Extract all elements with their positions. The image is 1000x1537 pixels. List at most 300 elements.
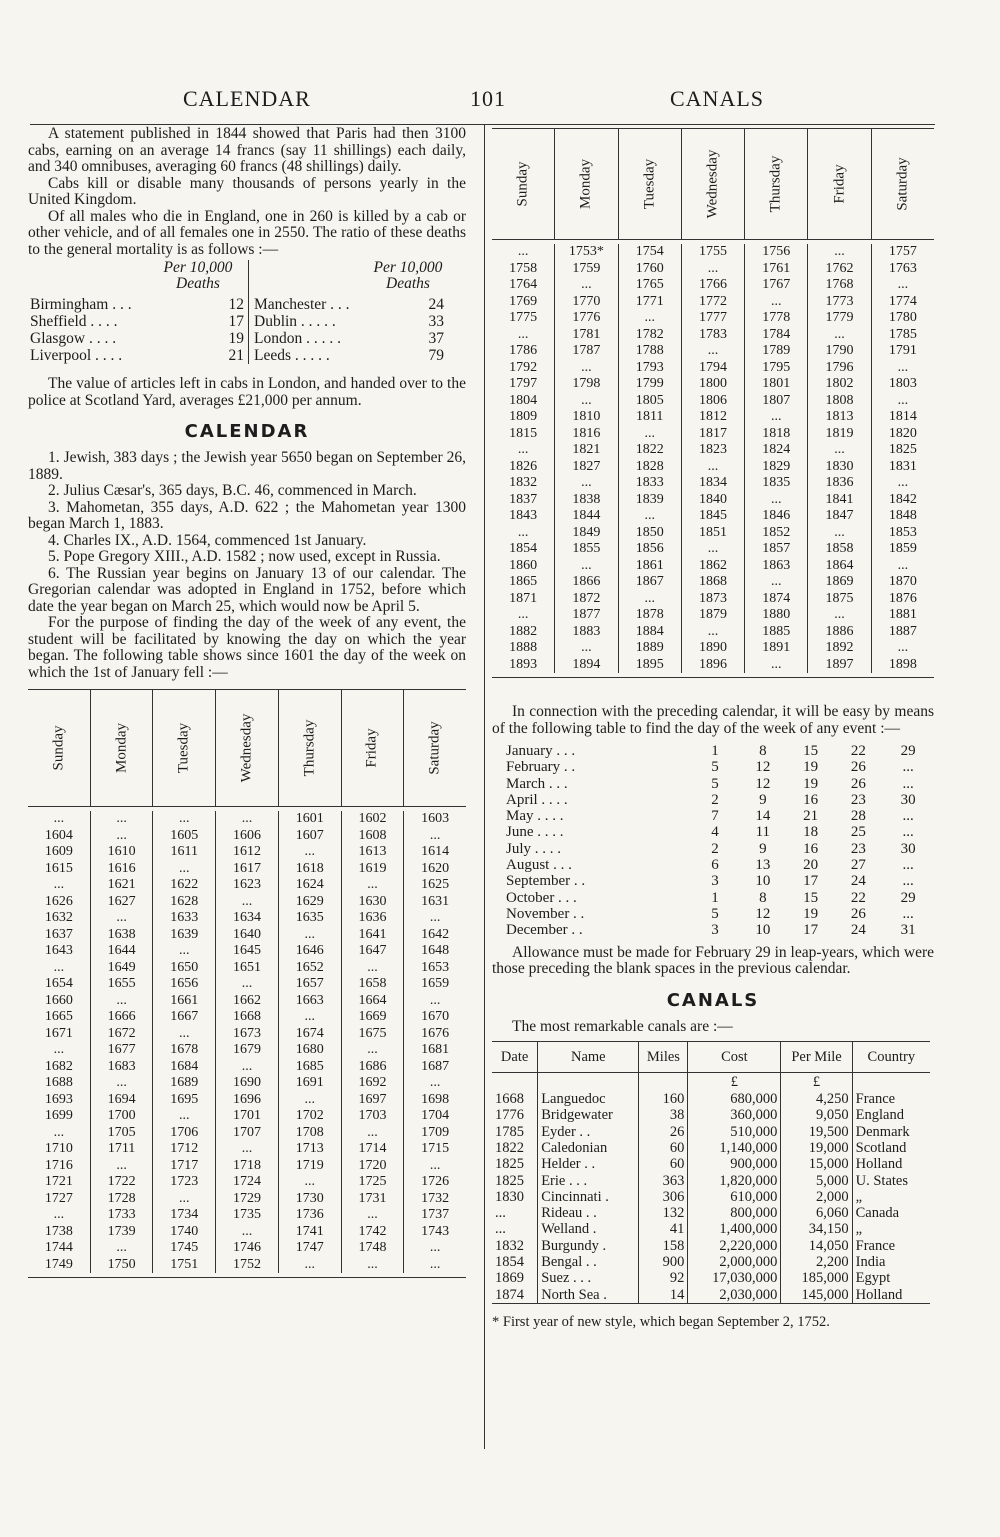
year-cell: 1872	[572, 590, 601, 606]
month-day: 9	[759, 840, 767, 857]
ratio-city: Sheffield . . . .	[30, 313, 118, 330]
weekday-header-row	[492, 129, 934, 240]
year-cell: 1790	[825, 343, 854, 358]
year-cell: 1634	[233, 910, 262, 925]
month-day: 12	[755, 775, 771, 792]
month-day: 9	[759, 791, 767, 808]
month-day: 5	[711, 775, 719, 792]
year-cell: 1878	[635, 607, 664, 622]
year-cell: 1780	[888, 310, 917, 325]
year-cell: 1732	[421, 1190, 450, 1206]
year-cell: 1671	[44, 1025, 73, 1041]
year-cell: 1665	[44, 1009, 73, 1024]
year-cell: ...	[429, 1240, 441, 1255]
year-cell: ...	[429, 1157, 441, 1173]
year-cell: 1680	[295, 1042, 324, 1057]
year-cell: 1635	[295, 910, 324, 925]
paragraph-cabs-kill: Cabs kill or disable many thousands of persons yearly in the United Kingdom.	[28, 174, 466, 208]
year-cell: 1816	[572, 425, 601, 441]
year-cell: 1812	[698, 409, 727, 424]
year-cell: 1740	[170, 1223, 199, 1239]
year-cell: 1701	[233, 1108, 262, 1123]
year-cell: 1842	[888, 491, 917, 507]
year-cell: 1768	[825, 277, 854, 292]
canal-per-mile: 5,000	[781, 1173, 852, 1189]
ratio-city: Glasgow . . . .	[30, 330, 117, 347]
year-cell: 1750	[107, 1256, 136, 1272]
year-column	[215, 811, 278, 1273]
year-cell: 1726	[421, 1174, 450, 1189]
year-column	[618, 244, 681, 673]
year-cell: 1747	[295, 1240, 324, 1255]
month-name: December . .	[506, 922, 583, 939]
month-row	[506, 792, 934, 808]
year-cell: ...	[241, 976, 253, 991]
month-name: June . . . .	[506, 824, 564, 841]
canal-name: Erie . . .	[538, 1173, 639, 1189]
year-cell: 1647	[358, 943, 387, 958]
year-cell: 1749	[44, 1256, 73, 1272]
canal-per-mile: 2,000	[781, 1189, 852, 1205]
year-cell: 1625	[421, 877, 450, 892]
canal-name: Welland .	[538, 1221, 639, 1237]
paragraph-articles-left: The value of articles left in cabs in London, and handed over to the police at Scotland Yard, averages £21,000 per annum.	[28, 375, 466, 409]
month-day: ...	[902, 857, 914, 874]
month-day: 30	[900, 840, 916, 857]
year-cell: 1786	[509, 343, 538, 358]
year-column	[152, 811, 215, 1273]
year-cell: 1667	[170, 1009, 199, 1024]
year-cell: 1813	[825, 409, 854, 424]
year-cell: ...	[367, 959, 378, 975]
year-cell: 1839	[635, 491, 664, 507]
month-name: March . . .	[506, 775, 568, 792]
calendar-item: 1. Jewish, 383 days ; the Jewish year 5650 began on September 26, 1889.	[28, 449, 466, 483]
calendar-item: 5. Pope Gregory XIII., A.D. 1582 ; now used, except in Russia.	[48, 548, 441, 565]
month-name: September . .	[506, 873, 586, 890]
year-cell: 1645	[233, 943, 262, 958]
year-cell: ...	[644, 310, 655, 325]
year-cell: ...	[581, 359, 592, 375]
year-cell: 1616	[107, 860, 136, 876]
year-cell: 1788	[635, 343, 664, 358]
year-cell: 1662	[233, 992, 262, 1008]
month-day: 26	[850, 775, 866, 792]
year-cell: 1824	[762, 442, 791, 457]
year-cell: 1772	[698, 293, 727, 309]
year-column	[28, 811, 90, 1273]
year-cell: ...	[834, 442, 845, 457]
year-cell: 1608	[358, 827, 387, 843]
year-cell: 1633	[170, 910, 199, 925]
year-cell: 1887	[888, 623, 917, 639]
year-cell: 1626	[44, 893, 73, 909]
month-day: 2	[711, 840, 719, 857]
year-cell: 1619	[358, 860, 387, 876]
year-cell: 1696	[233, 1091, 262, 1107]
year-cell: 1829	[762, 458, 791, 474]
year-cell: 1674	[295, 1025, 324, 1041]
year-cell: 1644	[107, 943, 136, 958]
year-cell: 1733	[107, 1207, 136, 1222]
year-cell: 1719	[295, 1157, 324, 1173]
year-cell: 1752	[233, 1256, 262, 1272]
year-cell: 1620	[421, 860, 450, 876]
month-day: 16	[803, 791, 819, 808]
year-cell: ...	[834, 524, 845, 540]
year-cell: 1889	[635, 640, 664, 655]
year-cell: 1718	[233, 1157, 262, 1173]
canal-per-mile: 9,050	[781, 1107, 852, 1123]
year-cell: 1704	[421, 1108, 450, 1123]
year-cell: 1713	[295, 1141, 324, 1156]
year-cell: ...	[179, 1025, 190, 1041]
month-name: May . . . .	[506, 808, 564, 825]
year-cell: 1683	[107, 1058, 136, 1074]
year-cell: 1615	[44, 860, 73, 876]
month-day: 19	[803, 905, 819, 922]
month-day: 17	[803, 873, 819, 890]
year-cell: 1828	[635, 458, 664, 474]
month-name: August . . .	[506, 857, 572, 874]
month-day: 8	[759, 743, 767, 759]
month-row	[506, 890, 934, 906]
ratio-city: Birmingham . . .	[30, 296, 132, 313]
month-day: 21	[803, 808, 819, 825]
year-column	[554, 244, 617, 673]
year-cell: 1810	[572, 409, 601, 424]
weekday-label: Monday	[577, 159, 594, 209]
year-cell: ...	[241, 1058, 253, 1074]
year-column	[492, 244, 554, 673]
year-cell: 1857	[762, 541, 791, 556]
year-cell: 1782	[635, 326, 664, 342]
year-cell: 1761	[762, 260, 791, 276]
year-cell: ...	[834, 607, 845, 622]
canal-miles: 900	[639, 1254, 688, 1270]
canal-name: North Sea .	[538, 1287, 639, 1304]
year-cell: 1743	[421, 1223, 450, 1239]
weekday-label: Friday	[363, 728, 380, 768]
year-cell: 1885	[762, 623, 791, 639]
month-day: 23	[850, 840, 866, 857]
year-cell: 1606	[233, 827, 262, 843]
year-cell: 1854	[509, 541, 538, 556]
year-cell: ...	[581, 392, 592, 408]
year-cell: ...	[304, 1009, 315, 1024]
year-cell: ...	[429, 1256, 441, 1272]
year-cell: 1604	[44, 827, 73, 843]
year-cell: 1698	[421, 1091, 450, 1107]
canal-name: Cincinnati .	[538, 1189, 639, 1205]
weekday-header	[90, 690, 153, 806]
year-cell: 1684	[170, 1058, 199, 1074]
month-day: 15	[803, 889, 819, 906]
year-cell: 1888	[509, 640, 538, 655]
year-cell: ...	[241, 1223, 253, 1239]
year-cell: 1883	[572, 623, 601, 639]
year-cell: 1774	[888, 293, 917, 309]
weekday-label: Saturday	[894, 157, 911, 211]
weekday-header	[807, 129, 870, 239]
year-cell: 1783	[698, 326, 727, 342]
month-day: 13	[755, 857, 771, 874]
year-cell: 1676	[421, 1025, 450, 1041]
year-cell: 1849	[572, 524, 601, 540]
weekday-header	[681, 129, 744, 239]
year-cell: 1734	[170, 1207, 199, 1222]
year-cell: 1815	[509, 425, 538, 441]
canal-miles: 363	[639, 1173, 688, 1189]
month-day: 7	[711, 808, 719, 825]
year-column	[90, 811, 153, 1273]
month-day: 12	[755, 759, 771, 776]
year-cell: ...	[644, 590, 655, 606]
canal-cost: 17,030,000	[688, 1270, 781, 1286]
year-cell: 1717	[170, 1157, 199, 1173]
canal-per-mile: 185,000	[781, 1270, 852, 1286]
canal-cost: 2,220,000	[688, 1238, 781, 1254]
weekday-label: Wednesday	[704, 149, 721, 219]
month-day: 16	[803, 840, 819, 857]
canal-date: 1854	[495, 1254, 524, 1271]
month-day: 31	[900, 922, 916, 939]
year-cell: 1682	[44, 1058, 73, 1074]
year-cell: ...	[581, 277, 592, 292]
month-day: ...	[902, 808, 914, 825]
year-cell: 1879	[698, 607, 727, 622]
weekday-label: Sunday	[514, 161, 531, 207]
canal-date: 1776	[495, 1107, 524, 1124]
year-cell: 1728	[107, 1190, 136, 1206]
canal-date: 1825	[495, 1172, 524, 1189]
canal-cost: 1,820,000	[688, 1173, 781, 1189]
year-cell: 1830	[825, 458, 854, 474]
year-cell: 1705	[107, 1124, 136, 1140]
year-cell: 1794	[698, 359, 727, 375]
year-cell: 1613	[358, 844, 387, 859]
year-cell: 1884	[635, 623, 664, 639]
weekday-header	[403, 690, 466, 806]
weekday-header	[744, 129, 807, 239]
year-cell: 1669	[358, 1009, 387, 1024]
year-cell: ...	[116, 1075, 127, 1090]
canal-row	[492, 1189, 930, 1205]
year-cell: 1695	[170, 1091, 199, 1107]
month-row	[506, 808, 934, 824]
year-cell: ...	[707, 343, 719, 358]
year-cell: 1612	[233, 844, 262, 859]
month-day: ...	[902, 824, 914, 841]
year-cell: ...	[53, 1207, 65, 1222]
year-cell: 1706	[170, 1124, 199, 1140]
year-cell: 1653	[421, 959, 450, 975]
canals-heading: CANALS	[666, 989, 760, 1011]
currency-symbol: £	[781, 1073, 852, 1092]
weekday-header	[492, 129, 554, 239]
year-cell: 1897	[825, 656, 854, 672]
year-cell: 1716	[44, 1157, 73, 1173]
year-cell: 1729	[233, 1190, 262, 1206]
year-cell: 1637	[44, 926, 73, 942]
year-column	[871, 244, 934, 673]
year-cell: 1814	[888, 409, 917, 424]
calendar-item: 2. Julius Cæsar's, 365 days, B.C. 46, commenced in March.	[48, 482, 417, 499]
year-cell: 1851	[698, 524, 727, 540]
year-cell: ...	[897, 392, 909, 408]
month-day: 10	[755, 873, 771, 890]
weekday-header	[554, 129, 617, 239]
year-cell: 1756	[762, 244, 791, 259]
year-cell: 1868	[698, 574, 727, 589]
canal-miles: 14	[639, 1287, 688, 1304]
year-cell: 1697	[358, 1091, 387, 1107]
year-cell: 1844	[572, 508, 601, 523]
ratio-header-left-line1: Per 10,000	[163, 259, 233, 276]
year-cell: 1666	[107, 1009, 136, 1024]
year-cell: 1739	[107, 1223, 136, 1239]
year-cell: 1721	[44, 1174, 73, 1189]
year-cell: 1840	[698, 491, 727, 507]
weekday-header	[152, 690, 215, 806]
canal-miles: 38	[639, 1107, 688, 1123]
year-cell: 1873	[698, 590, 727, 606]
canal-country: France	[852, 1091, 930, 1107]
canal-date: 1874	[492, 1287, 538, 1304]
ratio-value: 33	[428, 313, 444, 330]
year-cell: 1881	[888, 607, 917, 622]
year-cell: ...	[304, 1256, 315, 1272]
year-cell: 1678	[170, 1042, 199, 1057]
year-cell: 1809	[509, 409, 538, 424]
year-cell: 1866	[572, 574, 601, 589]
year-cell: 1657	[295, 976, 324, 991]
year-cell: 1843	[509, 508, 538, 523]
canal-row	[492, 1091, 930, 1107]
canal-country: Egypt	[852, 1270, 930, 1286]
year-cell: ...	[241, 893, 253, 909]
year-cell: 1748	[358, 1240, 387, 1255]
month-day: ...	[902, 873, 914, 890]
year-columns	[28, 807, 466, 1277]
year-weekday-table-1753	[492, 128, 934, 678]
canal-cost: 800,000	[688, 1205, 781, 1221]
year-cell: 1711	[107, 1141, 136, 1156]
canal-date: 1832	[495, 1237, 524, 1254]
year-cell: 1700	[107, 1108, 136, 1123]
year-cell: 1622	[170, 877, 199, 892]
year-cell: 1709	[421, 1124, 450, 1140]
year-cell: 1834	[698, 475, 727, 490]
year-cell: 1764	[509, 277, 538, 292]
canal-per-mile: 145,000	[781, 1287, 852, 1304]
month-row	[506, 759, 934, 775]
year-cell: 1811	[635, 409, 664, 424]
year-cell: 1827	[572, 458, 601, 474]
year-cell: 1801	[762, 376, 791, 391]
year-cell: ...	[429, 1075, 441, 1090]
year-cell: 1777	[698, 310, 727, 325]
month-row	[506, 824, 934, 840]
month-day: 3	[711, 922, 719, 939]
canal-cost: 2,030,000	[688, 1287, 781, 1304]
year-cell: 1880	[762, 607, 791, 622]
year-cell: 1664	[358, 992, 387, 1008]
year-cell: ...	[581, 640, 592, 655]
ratio-header-left	[148, 260, 248, 292]
year-cell: 1685	[295, 1058, 324, 1074]
year-column	[341, 811, 404, 1273]
year-cell: 1628	[170, 893, 199, 909]
mortality-ratio-table	[28, 260, 466, 370]
month-day: 26	[850, 759, 866, 776]
weekday-label: Thursday	[301, 719, 318, 777]
year-cell: 1658	[358, 976, 387, 991]
year-cell: ...	[771, 491, 782, 507]
year-cell: 1771	[635, 293, 664, 309]
weekday-label: Saturday	[426, 721, 443, 775]
year-cell: 1624	[295, 877, 324, 892]
month-day: 6	[711, 857, 719, 874]
year-cell: 1605	[170, 827, 199, 843]
year-cell: 1775	[509, 310, 538, 325]
page-number: 101	[470, 86, 506, 111]
year-cell: ...	[116, 992, 127, 1008]
year-cell: ...	[367, 1207, 378, 1222]
year-cell: 1621	[107, 877, 136, 892]
year-cell: 1787	[572, 343, 601, 358]
year-cell: 1850	[635, 524, 664, 540]
canal-row	[492, 1270, 930, 1286]
year-cell: 1737	[421, 1207, 450, 1222]
month-day: 5	[711, 759, 719, 776]
canal-miles: 60	[639, 1156, 688, 1172]
month-table	[506, 743, 934, 939]
year-cell: 1710	[44, 1141, 73, 1156]
canal-miles: 41	[639, 1221, 688, 1237]
canal-row	[492, 1140, 930, 1156]
year-cell: 1627	[107, 893, 136, 909]
year-cell: ...	[581, 475, 592, 490]
year-cell: ...	[116, 811, 127, 826]
canal-row	[492, 1156, 930, 1172]
year-cell: ...	[367, 877, 378, 892]
year-cell: ...	[367, 1124, 378, 1140]
year-cell: ...	[179, 811, 190, 826]
canal-name: Caledonian	[538, 1140, 639, 1156]
year-cell: ...	[644, 425, 655, 441]
month-day: ...	[902, 905, 914, 922]
ratio-header-right-line2: Deaths	[386, 275, 430, 292]
right-column	[492, 128, 934, 1331]
month-row	[506, 922, 934, 938]
year-cell: 1797	[509, 376, 538, 391]
month-day: 24	[850, 922, 866, 939]
month-row	[506, 841, 934, 857]
year-cell: 1603	[421, 811, 450, 826]
year-cell: ...	[517, 244, 529, 259]
year-cell: 1759	[572, 260, 601, 276]
ratio-header-right	[358, 260, 458, 292]
year-cell: 1803	[888, 376, 917, 391]
canal-row	[492, 1238, 930, 1254]
year-cell: 1894	[572, 656, 601, 672]
month-day: 17	[803, 922, 819, 939]
year-cell: 1886	[825, 623, 854, 639]
year-cell: 1793	[635, 359, 664, 375]
year-cell: 1890	[698, 640, 727, 655]
canal-miles: 306	[639, 1189, 688, 1205]
